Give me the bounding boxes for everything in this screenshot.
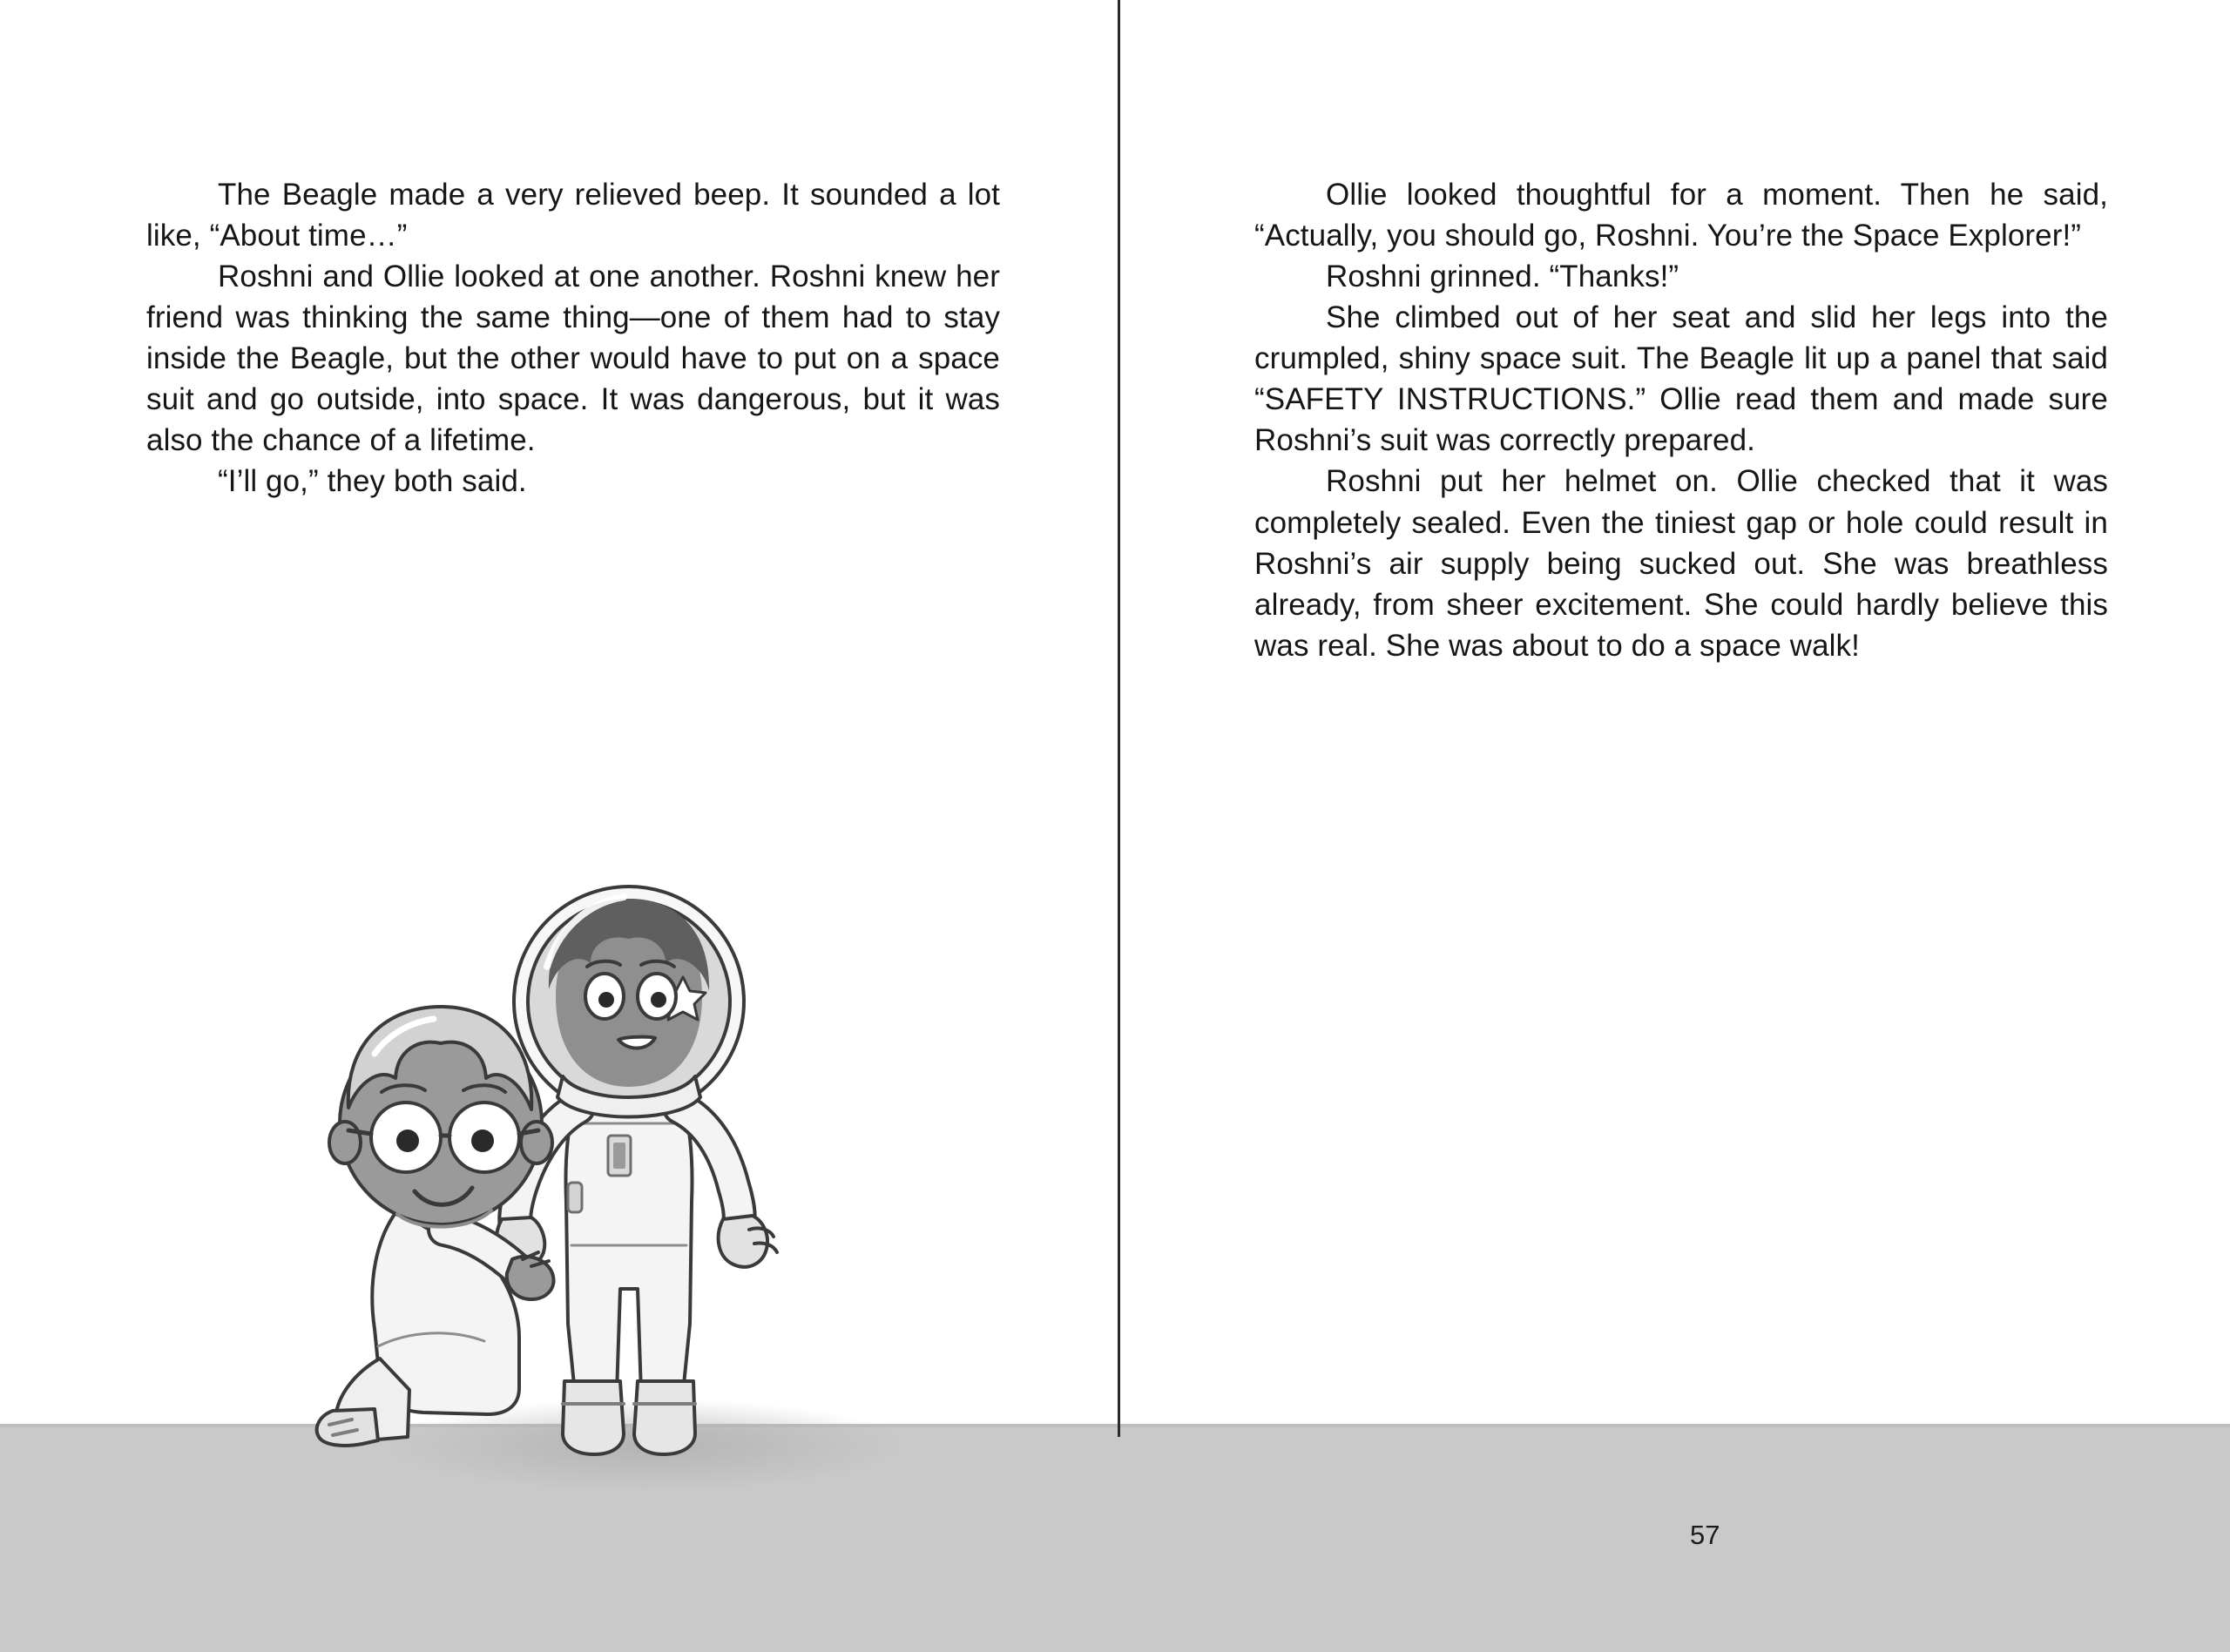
- paragraph: The Beagle made a very relieved beep. It sounded a lot like, “About time…”: [146, 178, 1000, 253]
- page-number: 57: [1690, 1520, 1720, 1550]
- paragraph: “I’ll go,” they both said.: [218, 464, 527, 499]
- right-page-text-column: [1254, 174, 2108, 666]
- paragraph: Roshni grinned. “Thanks!”: [1326, 260, 1679, 294]
- paragraph: Ollie looked thoughtful for a moment. Then he said, “Actually, you should go, Roshni. You’re the Space Explorer!”: [1254, 178, 2108, 253]
- illustration-astronaut-scene: [314, 836, 976, 1533]
- book-gutter: [1118, 0, 1120, 1437]
- paragraph: Roshni put her helmet on. Ollie checked that it was completely sealed. Even the tiniest gap or hole could result in Roshni’s air supply being sucked out. She was breathless already, from sheer excitement. She could hardly believe this was real. She was about to do a space walk!: [1254, 464, 2108, 663]
- right-page: [1115, 0, 2230, 1652]
- paragraph: She climbed out of her seat and slid her legs into the crumpled, shiny space suit. The Beagle lit up a panel that said “SAFETY INSTRUCTIONS.” Ollie read them and made sure Roshni’s suit was correctly prepared.: [1254, 300, 2108, 458]
- girl-astronaut: [497, 887, 777, 1454]
- paragraph: Roshni and Ollie looked at one another. Roshni knew her friend was thinking the same thing—one of them had to stay inside the Beagle, but the other would have to put on a space suit and go outside, into space. It was dangerous, but it was also the chance of a lifetime.: [146, 260, 1000, 458]
- left-page-text-column: [146, 174, 1000, 502]
